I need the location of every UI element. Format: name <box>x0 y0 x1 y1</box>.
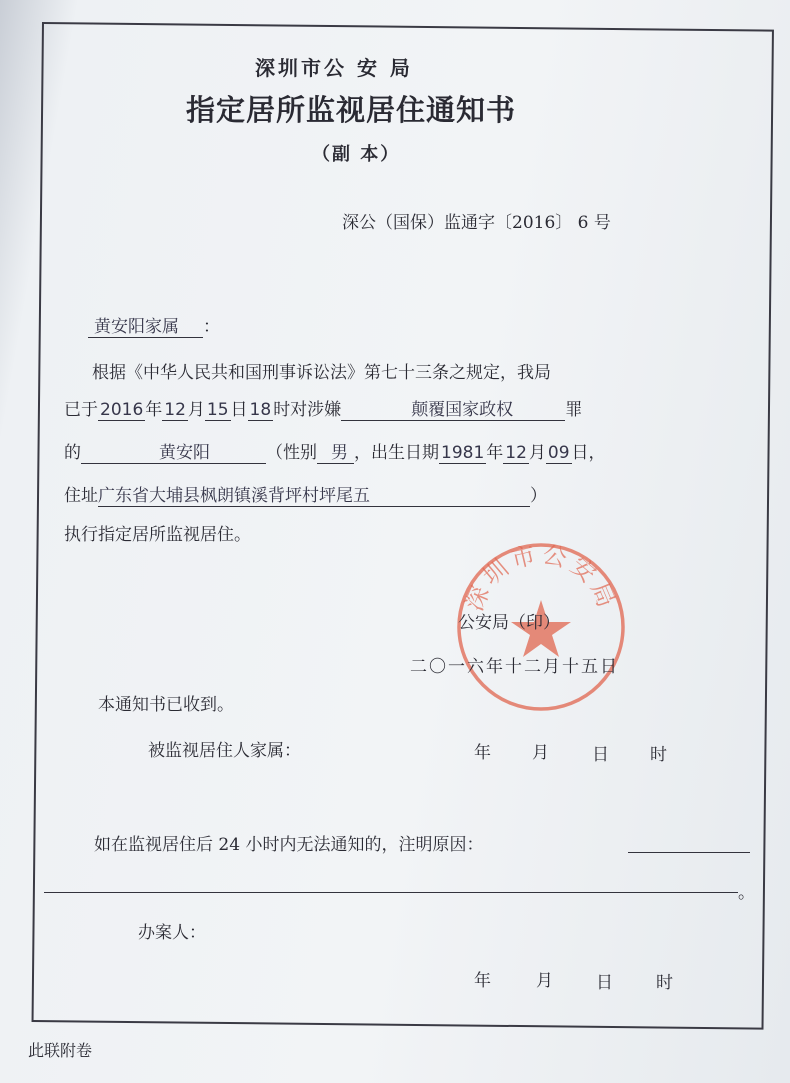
issue-date: 二〇一六年十二月十五日 <box>410 657 619 677</box>
seal-label: 公安局（印） <box>458 613 560 633</box>
paragraph-line-5: 执行指定居所监视居住。 <box>64 525 251 545</box>
receipt-date-month: 月 <box>532 743 549 763</box>
reason-blank-line-1 <box>628 852 750 853</box>
receipt-date-year: 年 <box>474 743 491 763</box>
text-hour: 时对涉嫌 <box>273 400 342 420</box>
handler-date-day: 日 <box>596 973 613 993</box>
suspect-gender: 男 <box>317 443 354 464</box>
birth-month: 12 <box>505 443 527 463</box>
family-signature-label: 被监视居住人家属： <box>148 741 301 761</box>
document-number: 深公（国保）监通字〔2016〕 6 号 <box>342 213 611 233</box>
suspect-name: 黄安阳 <box>81 443 266 464</box>
gender-label: （性别 <box>266 443 317 463</box>
issuing-authority: 深圳市公 安 局 <box>255 56 413 80</box>
birth-year: 1981 <box>441 443 485 463</box>
text-crime: 罪 <box>565 400 583 420</box>
seal-text: 深圳市公安局 <box>460 540 622 615</box>
birth-day-unit: 日， <box>571 443 606 463</box>
text-month: 月 <box>187 400 205 420</box>
recipient-colon: ： <box>203 317 220 337</box>
document-title: 指定居所监视居住通知书 <box>186 93 517 127</box>
address-label: 住址 <box>64 486 98 506</box>
file-copy-note: 此联附卷 <box>28 1041 93 1060</box>
copy-label: （副 本） <box>312 144 401 165</box>
paragraph-line-4 <box>64 481 547 506</box>
birth-month-unit: 月 <box>528 443 546 463</box>
handler-date-hour: 时 <box>656 973 673 993</box>
detention-year: 2016 <box>100 400 144 420</box>
handler-date-year: 年 <box>474 971 491 991</box>
paragraph-line-2 <box>64 395 582 420</box>
suspected-offense: 颠覆国家政权 <box>341 400 565 421</box>
paragraph-line-1: 根据《中华人民共和国刑事诉讼法》第七十三条之规定，我局 <box>92 363 551 383</box>
birth-label: ，出生日期 <box>354 443 439 463</box>
text-day: 日 <box>230 400 248 420</box>
paragraph-line-3 <box>64 438 606 463</box>
case-handler-label: 办案人： <box>138 923 206 943</box>
detention-day: 15 <box>206 400 229 420</box>
unable-to-notify-text: 如在监视居住后 24 小时内无法通知的，注明原因： <box>94 835 484 855</box>
address-close: ） <box>530 486 547 506</box>
handler-date-month: 月 <box>536 971 553 991</box>
birth-day: 09 <box>547 443 570 463</box>
suspect-address: 广东省大埔县枫朗镇溪背坪村坪尾五 <box>98 486 530 507</box>
receipt-acknowledgement: 本通知书已收到。 <box>98 695 234 715</box>
text-of: 的 <box>64 443 81 463</box>
detention-hour: 18 <box>249 400 272 420</box>
recipient-name: 黄安阳家属 <box>88 317 203 338</box>
detention-month: 12 <box>164 400 186 420</box>
recipient-line <box>88 312 220 337</box>
text-already: 已于 <box>64 400 98 420</box>
receipt-date-day: 日 <box>592 745 609 765</box>
reason-end-mark: 。 <box>738 883 755 903</box>
reason-blank-line-2 <box>44 892 738 893</box>
text-year: 年 <box>145 400 163 420</box>
receipt-date-hour: 时 <box>650 745 667 765</box>
birth-year-unit: 年 <box>486 443 504 463</box>
